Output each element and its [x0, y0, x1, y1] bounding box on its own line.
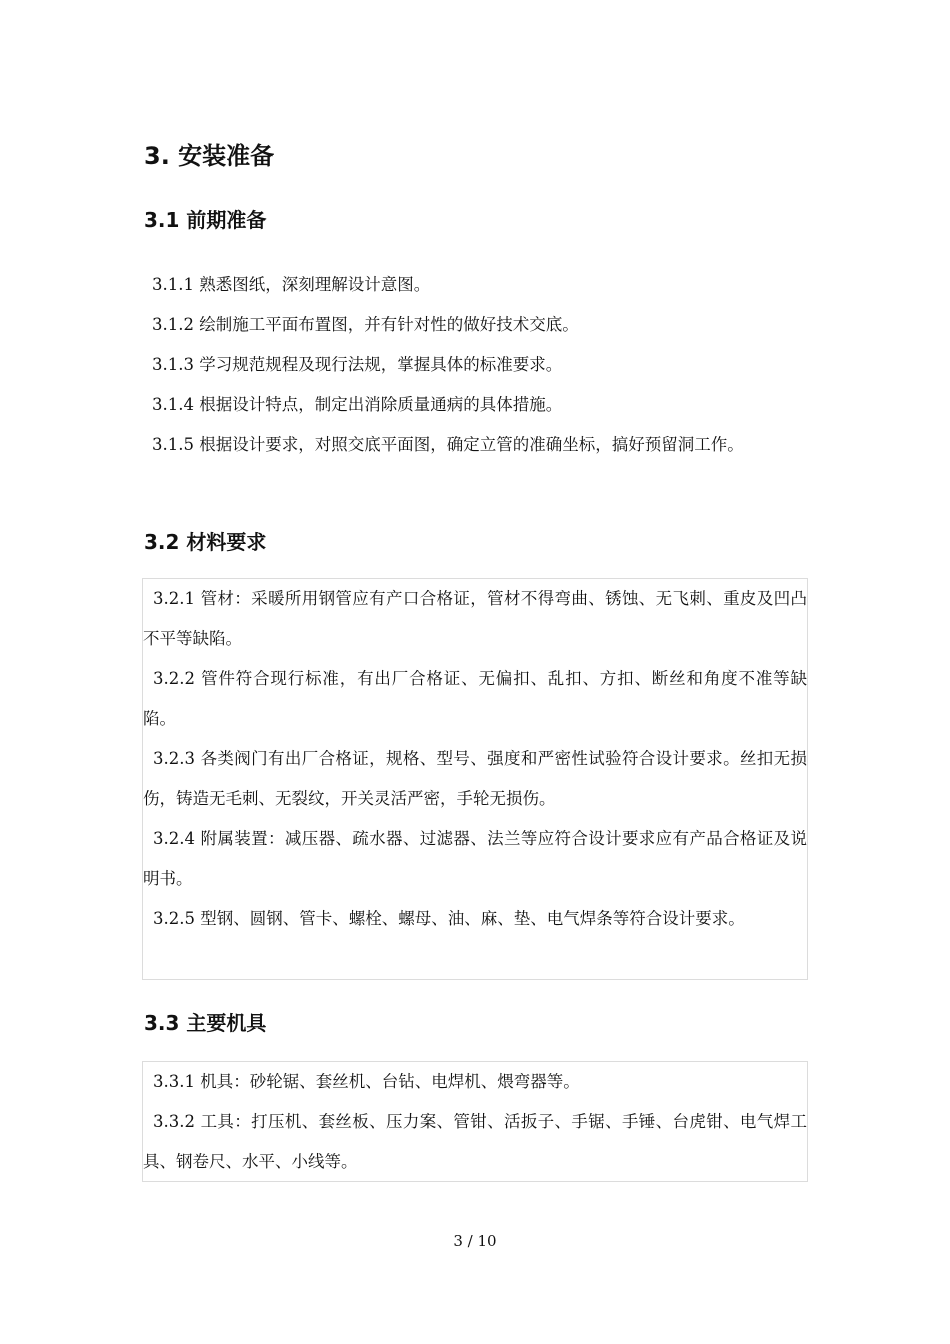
- subsection-heading-3-1: 3.1 前期准备: [144, 208, 267, 232]
- paragraph-3-2-3: 3.2.3 各类阀门有出厂合格证，规格、型号、强度和严密性试验符合设计要求。丝扣无损伤，铸造无毛刺、无裂纹，开关灵活严密，手轮无损伤。: [143, 749, 807, 808]
- paragraph-3-1-5: 3.1.5 根据设计要求，对照交底平面图，确定立管的准确坐标，搞好预留洞工作。: [152, 435, 744, 454]
- section-3-3-box: [142, 1061, 808, 1182]
- paragraph-3-2-5: 3.2.5 型钢、圆钢、管卡、螺栓、螺母、油、麻、垫、电气焊条等符合设计要求。: [153, 909, 745, 928]
- paragraph-3-1-2: 3.1.2 绘制施工平面布置图，并有针对性的做好技术交底。: [152, 315, 579, 334]
- paragraph-3-2-2: 3.2.2 管件符合现行标准，有出厂合格证、无偏扣、乱扣、方扣、断丝和角度不准等缺陷。: [143, 669, 807, 728]
- paragraph-3-3-2: 3.3.2 工具：打压机、套丝板、压力案、管钳、活扳子、手锯、手锤、台虎钳、电气焊工具、钢卷尺、水平、小线等。: [143, 1112, 807, 1171]
- paragraph-3-2-1: 3.2.1 管材：采暖所用钢管应有产口合格证，管材不得弯曲、锈蚀、无飞刺、重皮及凹凸不平等缺陷。: [143, 589, 807, 648]
- paragraph-3-1-4: 3.1.4 根据设计特点，制定出消除质量通病的具体措施。: [152, 395, 563, 414]
- subsection-heading-3-2: 3.2 材料要求: [144, 530, 267, 554]
- paragraph-3-1-1: 3.1.1 熟悉图纸，深刻理解设计意图。: [152, 275, 431, 294]
- section-3-1-body: [142, 265, 808, 465]
- section-3-2-box: [142, 578, 808, 980]
- paragraph-3-2-4: 3.2.4 附属装置：减压器、疏水器、过滤器、法兰等应符合设计要求应有产品合格证及说明书。: [143, 829, 807, 888]
- paragraph-3-3-1: 3.3.1 机具：砂轮锯、套丝机、台钻、电焊机、煨弯器等。: [153, 1072, 580, 1091]
- subsection-heading-3-3: 3.3 主要机具: [144, 1011, 267, 1035]
- section-heading-3: 3. 安装准备: [144, 142, 275, 170]
- paragraph-3-1-3: 3.1.3 学习规范规程及现行法规，掌握具体的标准要求。: [152, 355, 563, 374]
- page-number: 3 / 10: [453, 1232, 497, 1250]
